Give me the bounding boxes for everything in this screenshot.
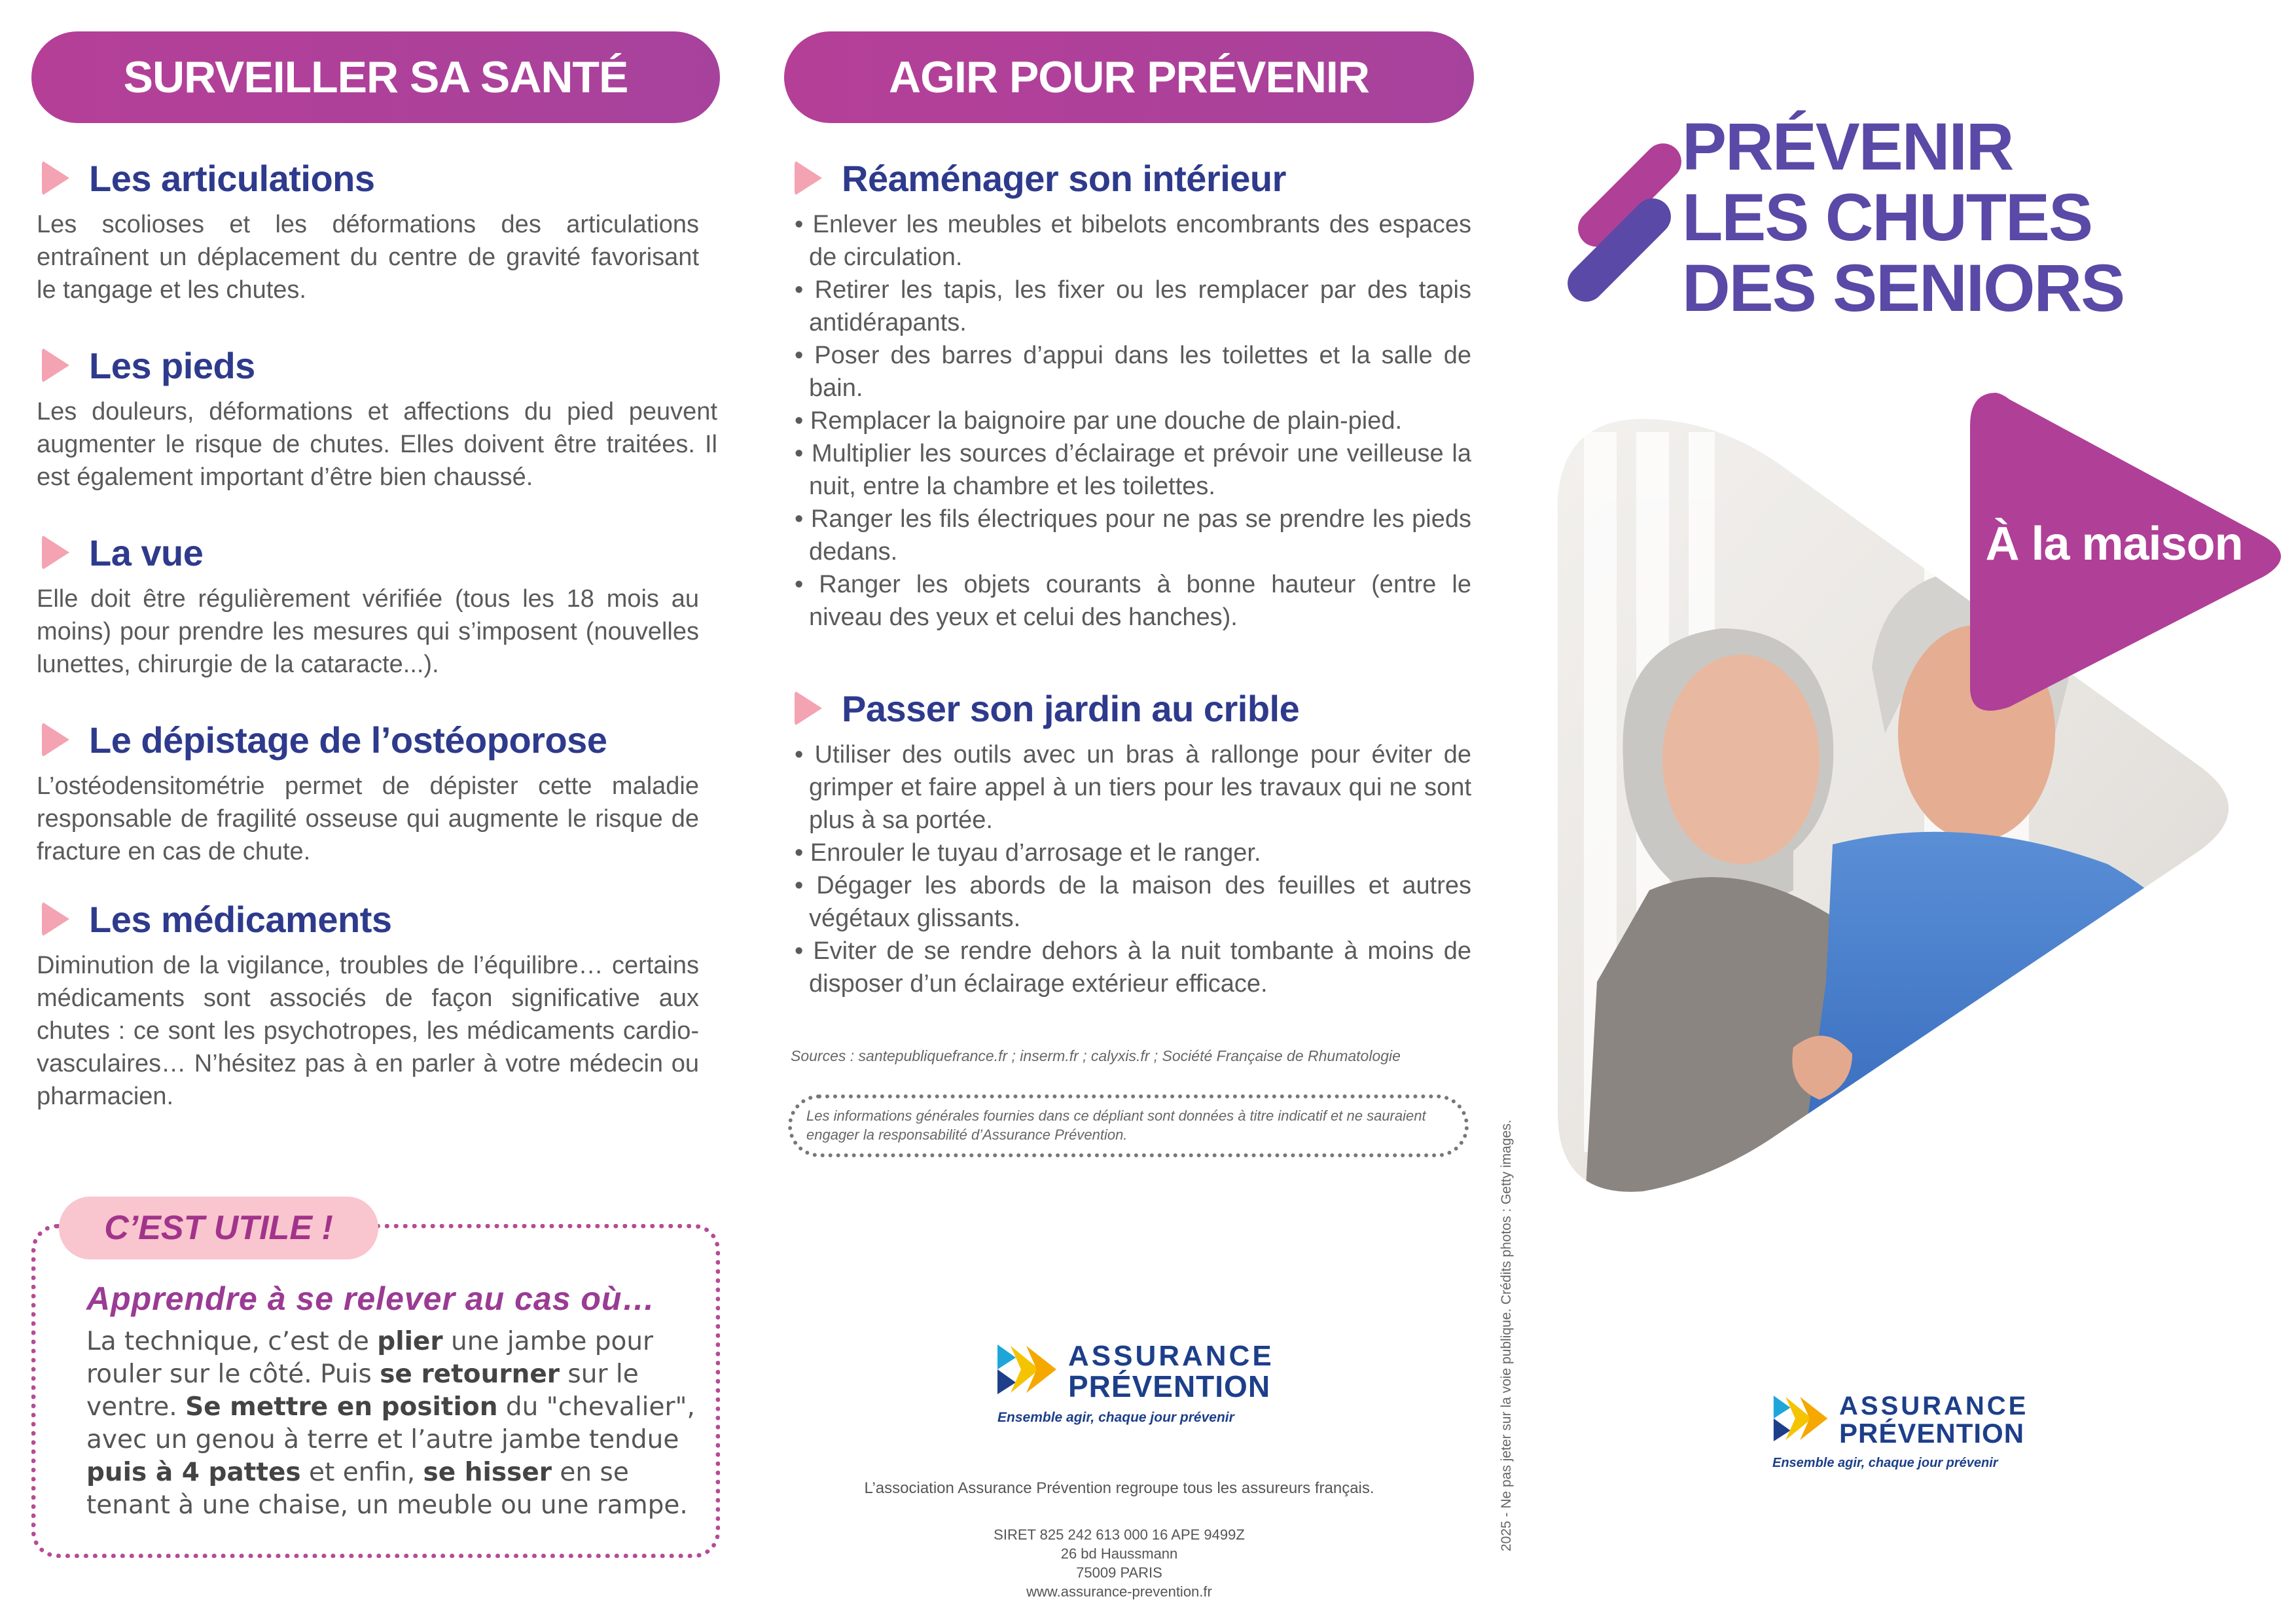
left-section [37,152,699,306]
tip-text: La technique, c’est de plier une jambe pour rouler sur le côté. Puis se retourner sur le ventre. Se mettre en position du "chevalier", avec un genou à terre et l’autre jambe tendue puis à 4 pattes et enfin, se hisser en se tenant à une chaise, un meuble ou une rampe. [86,1327,695,1520]
left-section [37,893,699,1113]
logo-line-2: PRÉVENTION [1068,1369,1271,1403]
assurance-prevention-logo [1772,1393,2028,1448]
section-title: Les médicaments [89,898,392,940]
triangle-bullet-icon [42,901,69,937]
section-text: Elle doit être régulièrement vérifiée (tous les 18 mois au moins) pour prendre les mesures qui s’imposent (nouvelles lunettes, chirurgie de la cataracte...). [37,585,699,678]
section-title: Passer son jardin au crible [842,687,1300,729]
bullet-list [789,208,1471,634]
section-title: Les articulations [89,157,375,199]
list-item: • Ranger les objets courants à bonne hauteur (entre le niveau des yeux et celui des hanches). [789,568,1471,634]
section-text: L’ostéodensitométrie permet de dépister cette maladie responsable de fragilité osseuse qui augmente le risque de fracture en cas de chute. [37,772,699,865]
address-line: 26 bd Haussmann [1060,1545,1178,1562]
photo-credit: 2025 - Ne pas jeter sur la voie publique. Crédits photos : Getty images. [1499,1119,1514,1551]
triangle-bullet-icon [42,348,69,383]
section-text: Diminution de la vigilance, troubles de l’équilibre… certains médicaments sont associés de façon significative aux chutes : ce sont les psychotropes, les médicaments cardio-vasculaires… N’hésitez pas à en parler à votre médecin ou pharmacien. [37,952,699,1110]
tip-badge: C’EST UTILE ! [59,1197,378,1259]
triangle-bullet-icon [42,535,69,570]
middle-column-header: AGIR POUR PRÉVENIR [784,31,1474,123]
list-item: • Dégager les abords de la maison des feuilles et autres végétaux glissants. [789,869,1471,935]
list-item: • Eviter de se rendre dehors à la nuit tombante à moins de disposer d’un éclairage extérieur efficace. [789,935,1471,1000]
sources-note: Sources : santepubliquefrance.fr ; inserm.fr ; calyxis.fr ; Société Française de Rhumatologie [791,1047,1401,1064]
badge-label: À la maison [1985,518,2243,570]
section-text: Les scolioses et les déformations des articulations entraînent un déplacement du centre de gravité favorisant le tangage et les chutes. [37,211,699,304]
logo-line-1: ASSURANCE [1068,1340,1274,1372]
left-section [37,339,717,494]
address-block [877,1525,1361,1601]
logo-line-2: PRÉVENTION [1839,1418,2025,1449]
address-line: www.assurance-prevention.fr [1026,1583,1212,1600]
triangle-bullet-icon [795,160,822,196]
list-item: • Multiplier les sources d’éclairage et prévoir une veilleuse la nuit, entre la chambre et les toilettes. [789,437,1471,503]
address-line: SIRET 825 242 613 000 16 APE 9499Z [994,1526,1245,1543]
section-title: La vue [89,532,204,573]
triangle-bullet-icon [42,722,69,757]
middle-section-interior [789,152,1471,634]
cover-title: PRÉVENIR LES CHUTES DES SENIORS [1682,109,2125,325]
logo-line-1: ASSURANCE [1839,1392,2029,1420]
association-note: L’association Assurance Prévention regroupe tous les assureurs français. [864,1479,1374,1497]
section-title: Le dépistage de l’ostéoporose [89,719,607,761]
list-item: • Retirer les tapis, les fixer ou les remplacer par des tapis antidérapants. [789,274,1471,339]
triangle-bullet-icon [795,691,822,726]
assurance-prevention-logo [996,1342,1274,1402]
list-item: • Remplacer la baignoire par une douche de plain-pied. [789,405,1471,437]
list-item: • Ranger les fils électriques pour ne pas se prendre les pieds dedans. [789,503,1471,568]
logo-tagline: Ensemble agir, chaque jour prévenir [1772,1456,1998,1470]
middle-section-garden [789,682,1471,1000]
section-text: Les douleurs, déformations et affections du pied peuvent augmenter le risque de chutes. Elles doivent être traitées. Il est également important d’être bien chaussé. [37,398,717,491]
section-title: Les pieds [89,344,255,386]
left-section [37,526,699,681]
triangle-bullet-icon [42,160,69,196]
logo-mark-icon [996,1342,1059,1397]
disclaimer-text: Les informations générales fournies dans ce dépliant sont données à titre indicatif et ne sauraient engager la responsabilité d’Assurance Prévention. [806,1108,1426,1143]
list-item: • Enrouler le tuyau d’arrosage et le ranger. [789,837,1471,869]
tip-title: Apprendre à se relever au cas où… [86,1280,656,1317]
left-column-header: SURVEILLER SA SANTÉ [31,31,720,123]
list-item: • Utiliser des outils avec un bras à rallonge pour éviter de grimper et faire appel à un tiers pour les travaux qui ne sont plus à sa portée. [789,738,1471,837]
list-item: • Enlever les meubles et bibelots encombrants des espaces de circulation. [789,208,1471,274]
list-item: • Poser des barres d’appui dans les toilettes et la salle de bain. [789,339,1471,405]
logo-tagline: Ensemble agir, chaque jour prévenir [997,1410,1234,1425]
section-title: Réaménager son intérieur [842,157,1286,199]
left-section [37,713,699,868]
bullet-list [789,738,1471,1000]
address-line: 75009 PARIS [1076,1564,1162,1581]
logo-mark-icon [1772,1393,1830,1444]
